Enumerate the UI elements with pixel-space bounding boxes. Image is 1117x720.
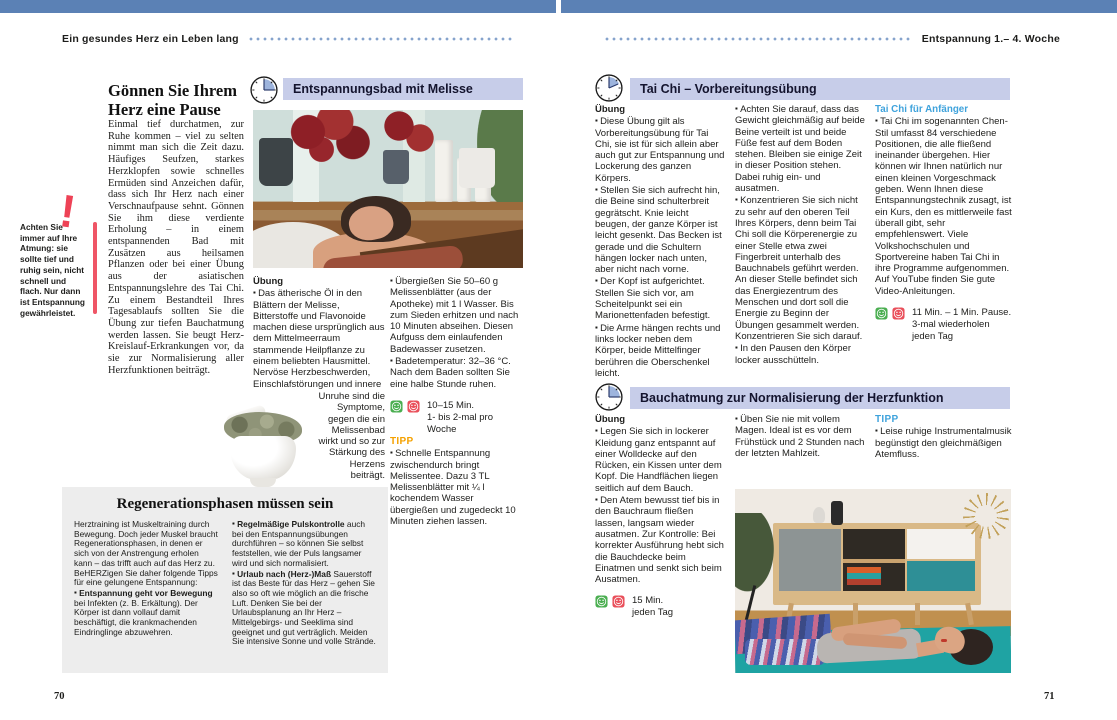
- breathing-bullet: ▪ Legen Sie sich in lockerer Kleidung ganz entspannt auf einer Wolldecke auf den Rücken, ein Kissen unter dem Kopf. Die Handflächen liegen seitlich auf dem Bauch.: [595, 426, 725, 494]
- sideboard-leg: [965, 603, 974, 626]
- bullet-lead: Entspannung geht vor Bewegung: [79, 587, 213, 598]
- decor-object: [813, 507, 825, 523]
- page-number-right: 71: [1044, 691, 1055, 702]
- taichi-bullet: ▪ In den Pausen den Körper locker ausschütteln.: [735, 343, 865, 366]
- exclamation-mark: !: [56, 184, 79, 238]
- duration-clock-icon: [594, 73, 624, 103]
- repeat-line: 3-mal wiederholen: [912, 319, 990, 331]
- exercise-header-breathing: Bauchatmung zur Normalisierung der Herzfunktion: [630, 387, 1010, 409]
- bullet-rest: Sauerstoff ist das Beste für das Herz – gehen Sie also so oft wie möglich an die frische Luft. Denken Sie bei der Urlaubsplanung an Ihr Herz – Mittelgebirgs- und Seeklima sind geeignet und gut verträglich. Meiden Sie intensive Sonne und volle Strände.: [232, 568, 376, 647]
- duration-line: 11 Min. – 1 Min. Pause.: [912, 307, 1012, 319]
- page-title: Gönnen Sie Ihrem Herz eine Pause: [108, 81, 237, 120]
- duration-row: [390, 400, 523, 436]
- dotted-leader: [249, 37, 513, 41]
- taichi-bullet: ▪ Stellen Sie sich aufrecht hin, die Beine sind schulterbreit gegrätscht. Knie leicht beugen, der ganze Körper ist leicht gesenkt. Das Becken ist gerade und die Schultern hängen locker nach unten, aber nicht nach vorne.: [595, 185, 725, 275]
- taichi-bullet: ▪ Konzentrieren Sie sich nicht zu sehr auf den oberen Teil Ihres Körpers, denn beim Tai Chi soll die Körperenergie zu einer Stelle etwa zwei Fingerbreit unterhalb des Bauchnabels geführt werden. An dieser Stelle befindet sich das Energiezentrum des Menschen und dort soll die Energie zu Beginn der Übungen gesammelt werden. Konzentrieren Sie sich darauf.: [735, 195, 865, 342]
- mortar-bowl: [230, 436, 296, 480]
- intensity-icon-red: [892, 307, 905, 320]
- breathing-column-1: [595, 414, 725, 619]
- duration-text: [427, 400, 523, 436]
- top-color-bar-left: [0, 0, 556, 13]
- sideboard-shelf: [843, 559, 905, 563]
- vase: [383, 150, 409, 184]
- duration-line: 15 Min.: [632, 595, 664, 607]
- beginners-text: ▪ Tai Chi im sogenannten Chen-Stil umfasst 84 verschiedene Positionen, die alle fließend ineinander übergehen. Hier können wir Ihnen natürlich nur einen kleinen Vorgeschmack geben. Wenn Ihnen diese Entspannungstechnik zusagt, ist ein Kurs, den es mittlerweile fast überall gibt, sehr empfehlenswert. Viele Volkshochschulen und Sportvereine haben Tai Chi in ihre Programme aufgenommen. Auf YouTube finden Sie gute Video-Anleitungen.: [875, 116, 1013, 297]
- dotted-leader: [605, 37, 912, 41]
- candle: [435, 140, 453, 202]
- photo-breathing-exercise: [735, 489, 1011, 673]
- bath-step: ▪ Badetemperatur: 32–36 °C. Nach dem Baden sollten Sie eine halbe Stunde ruhen.: [390, 356, 523, 390]
- intensity-icon-red: [612, 595, 625, 608]
- exercise-header-bath: Entspannungsbad mit Melisse: [283, 78, 523, 100]
- books: [847, 567, 881, 585]
- info-box-column-1: [74, 520, 218, 648]
- margin-accent-line: [93, 222, 97, 314]
- taichi-bullet: ▪ Diese Übung gilt als Vorbereitungsübung für Tai Chi, sie ist für sich allein aber auch gut zur Entspannung und Lockerung des ganzen Körpers.: [595, 116, 725, 184]
- breathing-bullet: ▪ Den Atem bewusst tief bis in den Bauchraum fließen lassen, langsam wieder ausatmen. Zur Kontrolle: Bei korrekter Ausführung hebt sich die Bauchdecke beim Einatmen und senkt sich beim Ausatmen.: [595, 495, 725, 585]
- uebung-label: Übung: [595, 104, 626, 115]
- bullet-rest: auch bei den Entspannungsübungen durchführen – so können Sie selbst feststellen, wie der Puls langsamer wird und sich normalisiert.: [232, 519, 366, 568]
- margin-note: Achten Sie immer auf Ihre Atmung: sie sollte tief und ruhig sein, nicht schnell und flach. Nur dann ist Entspannung gewährleistet.: [20, 222, 85, 318]
- bullet-rest: bei Infekten (z. B. Erkältung). Der Körper ist dann vollauf damit beschäftigt, die krankmachenden Eindringlinge abzuwehren.: [74, 597, 198, 637]
- bullet-lead: Regelmäßige Pulskontrolle: [237, 519, 345, 529]
- bath-about-text-wrapped: Unruhe sind die Symptome, gegen die ein Melissenbad wirkt und so zur Stärkung des Herzens beiträgt.: [318, 390, 385, 482]
- beginners-heading: Tai Chi für Anfänger: [875, 104, 969, 115]
- info-box-bullet: [232, 520, 376, 569]
- photo-mortar-with-melissa-leaves: [224, 402, 306, 492]
- breathing-column-2: [735, 414, 865, 460]
- top-color-bar-right: [561, 0, 1117, 13]
- red-flowers: [281, 110, 371, 174]
- intensity-icon-red: [407, 400, 420, 413]
- duration-row: [875, 307, 1013, 343]
- duration-clock-icon: [594, 382, 624, 412]
- lying-woman-lips: [941, 639, 947, 642]
- white-planter: [459, 148, 495, 188]
- bath-step: ▪ Übergießen Sie 50–60 g Melissenblätter (aus der Apotheke) mit 1 l Wasser. Bis zum Sieden erhitzen und nach 10 Minuten abseihen. Diesen Aufguss dem einlaufenden Badewasser zusetzen.: [390, 276, 523, 355]
- bullet-lead: Urlaub nach (Herz-)Maß: [237, 568, 332, 579]
- tipp-text: ▪ Schnelle Entspannung zwischendurch bringt Melissentee. Dazu 3 TL Melissenblätter mit ¼ l kochendem Wasser übergießen und zugedeckt 10 Minuten ziehen lassen.: [390, 448, 523, 527]
- sideboard-leg: [853, 603, 858, 625]
- duration-text: [632, 595, 673, 619]
- bath-about-text: ▪ Das ätherische Öl in den Blättern der Melisse, Bitterstoffe und Flavonoide machen diese ursprünglich aus dem Mittelmeerraum stammende Heilpflanze zu einem beliebten Hausmittel. Nervöse Herzbeschwerden, Einschlafstörungen und innere: [253, 288, 385, 390]
- uebung-label: Übung: [253, 276, 284, 287]
- bath-steps-column: [390, 276, 523, 528]
- tipp-label: TIPP: [390, 435, 414, 447]
- duration-text: [912, 307, 1011, 343]
- taichi-column-2: [735, 104, 865, 367]
- photo-relaxation-bath: [253, 110, 523, 268]
- intensity-icon-green: [875, 307, 888, 320]
- taichi-column-3: [875, 104, 1013, 343]
- frequency-line: 1- bis 2-mal pro Woche: [427, 411, 493, 435]
- duration-clock-icon: [249, 75, 279, 105]
- taichi-column-1: [595, 104, 725, 380]
- info-box-bullet: [232, 570, 376, 648]
- duration-row: [595, 595, 725, 619]
- sideboard-white-door: [907, 529, 975, 559]
- speaker: [831, 501, 843, 525]
- running-header-right: [595, 33, 1060, 45]
- duration-line: 10–15 Min.: [427, 399, 475, 411]
- uebung-label: Übung: [595, 414, 626, 425]
- sideboard-teal-drawer: [907, 561, 975, 591]
- running-header-left-text: Ein gesundes Herz ein Leben lang: [62, 33, 239, 45]
- intensity-icon-green: [595, 595, 608, 608]
- taichi-bullet: ▪ Der Kopf ist aufgerichtet. Stellen Sie sich vor, am Scheitelpunkt sei ein Marionettenfaden befestigt.: [595, 276, 725, 321]
- intensity-icon-green: [390, 400, 403, 413]
- taichi-bullet: ▪ Achten Sie darauf, dass das Gewicht gleichmäßig auf beide Beine verteilt ist und beide Füße fest auf dem Boden stehen. Bleiben sie einige Zeit in dieser Position stehen. Dabei ruhig ein- und ausatmen.: [735, 104, 865, 194]
- tipp-label: TIPP: [875, 414, 899, 425]
- sideboard-leg: [915, 603, 920, 625]
- info-box-title: Regenerationsphasen müssen sein: [116, 496, 334, 512]
- lying-woman-legs: [745, 639, 825, 665]
- info-box-column-2: [232, 520, 376, 648]
- info-box-bullet: [74, 589, 218, 638]
- page-number-left: 70: [54, 691, 65, 702]
- tipp-text: ▪ Leise ruhige Instrumentalmusik begünstigt den gleichmäßigen Atemfluss.: [875, 426, 1013, 460]
- mortar-foot: [250, 478, 276, 487]
- taichi-bullet: ▪ Die Arme hängen rechts und links locker neben dem Körper, beide Mittelfinger berühren die Oberschenkel leicht.: [595, 323, 725, 379]
- frequency-line: jeden Tag: [632, 607, 674, 619]
- info-box-intro: Herztraining ist Muskeltraining durch Bewegung. Doch jeder Muskel braucht Regenerationsphasen, in denen er sich von der Anstrengung erholen kann – das trifft auch auf das Herz zu. BeHERZigen Sie daher folgende Tipps für eine gelungene Entspannung:: [74, 519, 218, 588]
- exercise-header-taichi: Tai Chi – Vorbereitungsübung: [630, 78, 1010, 100]
- running-header-right-text: Entspannung 1.– 4. Woche: [921, 33, 1060, 45]
- frequency-line: jeden Tag: [912, 331, 954, 343]
- running-header-left: [62, 33, 523, 45]
- houseplant: [735, 513, 781, 603]
- info-box-regeneration: [62, 487, 388, 673]
- breathing-column-3: [875, 414, 1013, 461]
- breathing-note: ▪ Üben Sie nie mit vollem Magen. Ideal ist es vor dem Frühstück und 2 Stunden nach der letzten Mahlzeit.: [735, 414, 865, 459]
- sideboard-gray-door: [779, 529, 841, 591]
- sunburst-wall-decor: [963, 493, 1009, 539]
- intro-paragraph: Einmal tief durchatmen, zur Ruhe kommen – viel zu selten nimmt man sich die Zeit dazu. Häufiges Seufzen, starkes Herzklopfen sowie schnelles Ermüden sind Anzeichen dafür, dass sich Ihr Herz nach einer Verschnaufpause sehnt. Gönnen Sie ihm diese verdiente Erholung – in einem entspannenden Bad mit Zusätzen aus heilsamen Pflanzen oder bei einer Übung aus der asiatischen Entspannungslehre des Tai Chi. Zu einem Bestandteil Ihres Tagesablaufs sollten Sie die Übung zur tiefen Bauchatmung werden lassen. Sie beugt Herz-Kreislauf-Erkrankungen vor, da sie zur Normalisierung aller Herzfunktionen beiträgt.: [108, 119, 244, 376]
